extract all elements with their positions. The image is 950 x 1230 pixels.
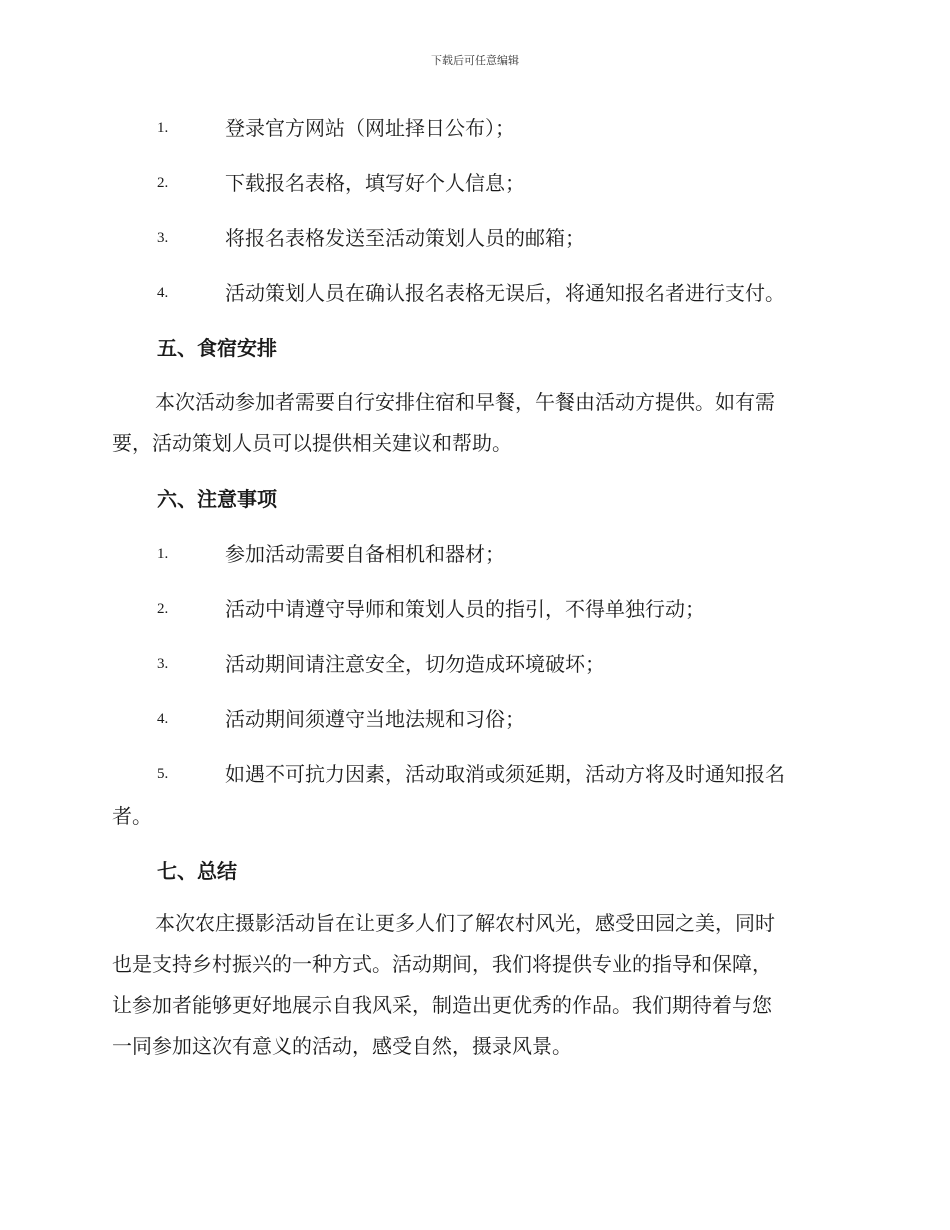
list-text: 活动期间须遵守当地法规和习俗； <box>225 707 525 731</box>
list-number: 5. <box>157 766 169 782</box>
list-number: 1. <box>157 546 169 562</box>
paragraph-line: 也是支持乡村振兴的一种方式。活动期间，我们将提供专业的指导和保障， <box>112 952 772 976</box>
list-number: 3. <box>157 230 169 246</box>
page-header-note: 下载后可任意编辑 <box>431 54 519 67</box>
list-text: 者。 <box>112 804 152 828</box>
section-heading: 六、注意事项 <box>157 487 277 511</box>
paragraph <box>112 903 832 1067</box>
list-number: 4. <box>157 711 169 727</box>
list-number: 4. <box>157 285 169 301</box>
list-item-continuation <box>112 802 832 830</box>
list-number: 2. <box>157 175 169 191</box>
list-number: 3. <box>157 656 169 672</box>
paragraph-line: 要，活动策划人员可以提供相关建议和帮助。 <box>112 431 512 455</box>
section-heading: 五、食宿安排 <box>157 336 277 360</box>
section-heading: 七、总结 <box>157 859 237 883</box>
paragraph-line: 本次农庄摄影活动旨在让更多人们了解农村风光，感受田园之美，同时 <box>155 911 775 935</box>
paragraph-line: 一同参加这次有意义的活动，感受自然，摄录风景。 <box>112 1034 572 1058</box>
paragraph <box>112 382 832 464</box>
list-text: 将报名表格发送至活动策划人员的邮箱； <box>225 226 585 250</box>
list-text: 登录官方网站（网址择日公布）； <box>225 116 515 140</box>
list-text: 活动策划人员在确认报名表格无误后，将通知报名者进行支付。 <box>225 281 785 305</box>
list-text: 参加活动需要自备相机和器材； <box>225 542 505 566</box>
list-text: 下载报名表格，填写好个人信息； <box>225 171 525 195</box>
list-text: 活动中请遵守导师和策划人员的指引，不得单独行动； <box>225 597 705 621</box>
list-number: 2. <box>157 601 169 617</box>
list-text: 活动期间请注意安全，切勿造成环境破坏； <box>225 652 605 676</box>
list-text: 如遇不可抗力因素，活动取消或须延期，活动方将及时通知报名 <box>225 762 785 786</box>
paragraph-line: 本次活动参加者需要自行安排住宿和早餐，午餐由活动方提供。如有需 <box>155 390 775 414</box>
list-number: 1. <box>157 120 169 136</box>
paragraph-line: 让参加者能够更好地展示自我风采，制造出更优秀的作品。我们期待着与您 <box>112 993 772 1017</box>
